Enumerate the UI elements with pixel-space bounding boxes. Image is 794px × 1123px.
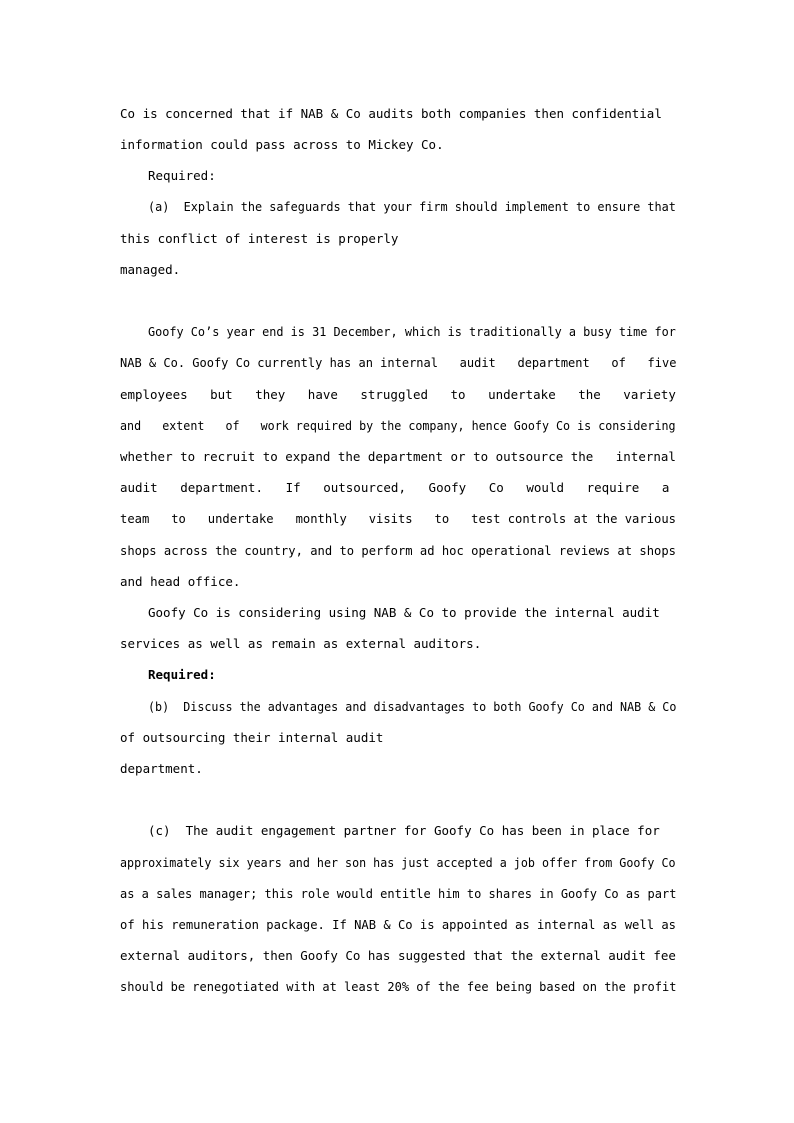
question-b: (b) Discuss the advantages and disadvantages to both Goofy Co and NAB & Co [148, 699, 677, 714]
text-line: shops across the country, and to perform ad hoc operational reviews at shops [120, 543, 676, 558]
text-line: services as well as remain as external auditors. [120, 636, 482, 651]
text-line: and extent of work required by the company, hence Goofy Co is considering [120, 418, 676, 433]
text-line: of outsourcing their internal audit [120, 730, 384, 745]
text-line: this conflict of interest is properly [120, 231, 399, 246]
text-line: should be renegotiated with at least 20% of the fee being based on the profit [120, 979, 677, 994]
question-a: (a) Explain the safeguards that your firm should implement to ensure that [148, 199, 676, 214]
text-line: audit department. If outsourced, Goofy Co would require a [120, 480, 670, 495]
text-line: employees but they have struggled to undertake the variety [120, 387, 676, 402]
text-line: team to undertake monthly visits to test controls at the various [120, 511, 676, 526]
required-label: Required: [148, 667, 216, 682]
text-line: Co is concerned that if NAB & Co audits both companies then confidential [120, 106, 662, 121]
text-line: of his remuneration package. If NAB & Co is appointed as internal as well as [120, 917, 676, 932]
question-c: (c) The audit engagement partner for Goofy Co has been in place for [148, 823, 660, 838]
text-line: whether to recruit to expand the department or to outsource the internal [120, 449, 676, 464]
text-line: as a sales manager; this role would entitle him to shares in Goofy Co as part [120, 886, 677, 901]
text-line: managed. [120, 262, 181, 277]
text-line: department. [120, 761, 203, 776]
text-line: external auditors, then Goofy Co has suggested that the external audit fee [120, 948, 676, 963]
text-line: Goofy Co’s year end is 31 December, which is traditionally a busy time for [148, 324, 676, 339]
text-line: and head office. [120, 574, 241, 589]
required-label: Required: [148, 168, 216, 183]
text-line: information could pass across to Mickey Co. [120, 137, 444, 152]
text-line: Goofy Co is considering using NAB & Co to provide the internal audit [148, 605, 660, 620]
text-line: NAB & Co. Goofy Co currently has an internal audit department of five [120, 355, 677, 370]
text-line: approximately six years and her son has just accepted a job offer from Goofy Co [120, 855, 676, 870]
